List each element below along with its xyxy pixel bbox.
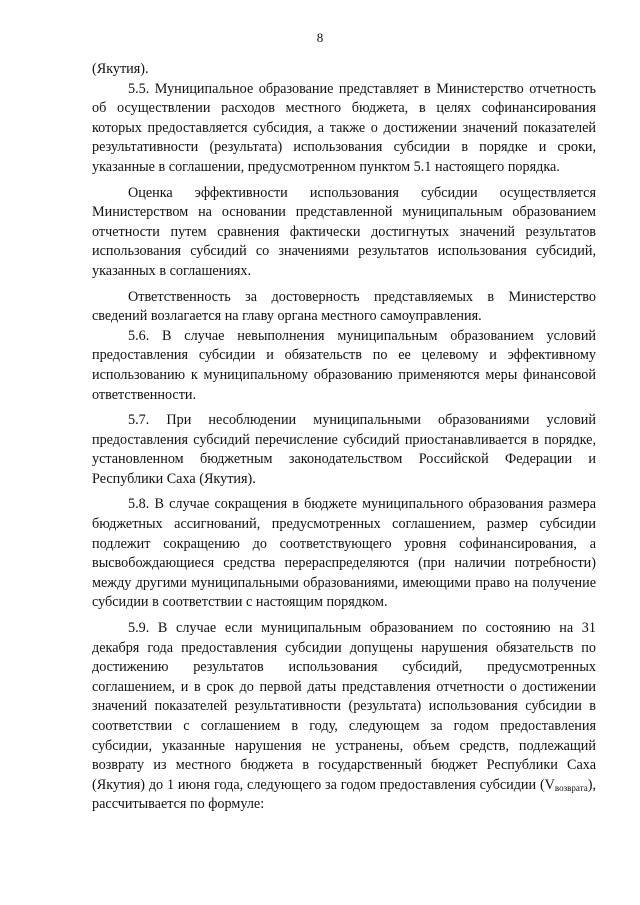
- paragraph-5-9: [92, 619, 596, 815]
- paragraph-continuation: (Якутия).: [92, 61, 149, 77]
- paragraph-5-9-text: 5.9. В случае если муниципальным образованием по состоянию на 31 декабря года предоставления субсидии допущены нарушения обязательств по достижению результатов использования субсидий, предусмотренных соглашением, и в срок до первой даты представления отчетности о достижении значений показателей результативности (результата) использования субсидии в соответствии с соглашением в году, следующем за годом предоставления субсидии, указанные нарушения не устранены, объем средств, подлежащий возврату из местного бюджета в государственный бюджет Республики Саха (Якутия) до 1 июня года, следующего за годом предоставления субсидии (V: [92, 620, 596, 793]
- paragraph-5-5: 5.5. Муниципальное образование представляет в Министерство отчетность об осуществлении расходов местного бюджета, в целях софинансирования которых предоставляется субсидия, а также о достижении значений показателей результативности (результата) использования субсидии в порядке и сроки, указанные в соглашении, предусмотренном пунктом 5.1 настоящего порядка.: [92, 80, 596, 175]
- paragraph-5-6: 5.6. В случае невыполнения муниципальным образованием условий предоставления субсидии и обязательств по ее целевому и эффективному использованию к муниципальному образованию применяются меры финансовой ответственности.: [92, 327, 596, 403]
- paragraph-responsibility: Ответственность за достоверность представляемых в Министерство сведений возлагается на главу органа местного самоуправления.: [92, 288, 596, 325]
- paragraph-5-7: 5.7. При несоблюдении муниципальными образованиями условий предоставления субсидий перечисление субсидий приостанавливается в порядке, установленном бюджетным законодательством Российской Федерации и Республики Саха (Якутия).: [92, 412, 596, 487]
- paragraph-5-9-tail: ), рассчитывается по формуле:: [92, 776, 596, 813]
- paragraph-evaluation: Оценка эффективности использования субсидии осуществляется Министерством на основании представленной муниципальным образованием отчетности путем сравнения фактически достигнутых значений результатов использования субсидий со значениями результатов использования субсидий, указанных в соглашениях.: [92, 184, 596, 279]
- formula-subscript: возврата: [554, 782, 588, 793]
- document-body: [92, 60, 596, 815]
- paragraph-5-8: 5.8. В случае сокращения в бюджете муниципального образования размера бюджетных ассигнований, предусмотренных соглашением, размер субсидии подлежит сокращению до соответствующего уровня софинансирования, а высвобождающиеся средства перераспределяются (при наличии потребности) между другими муниципальными образованиями, имеющими право на получение субсидии в соответствии с настоящим порядком.: [92, 496, 596, 611]
- page-number: 8: [316, 30, 324, 45]
